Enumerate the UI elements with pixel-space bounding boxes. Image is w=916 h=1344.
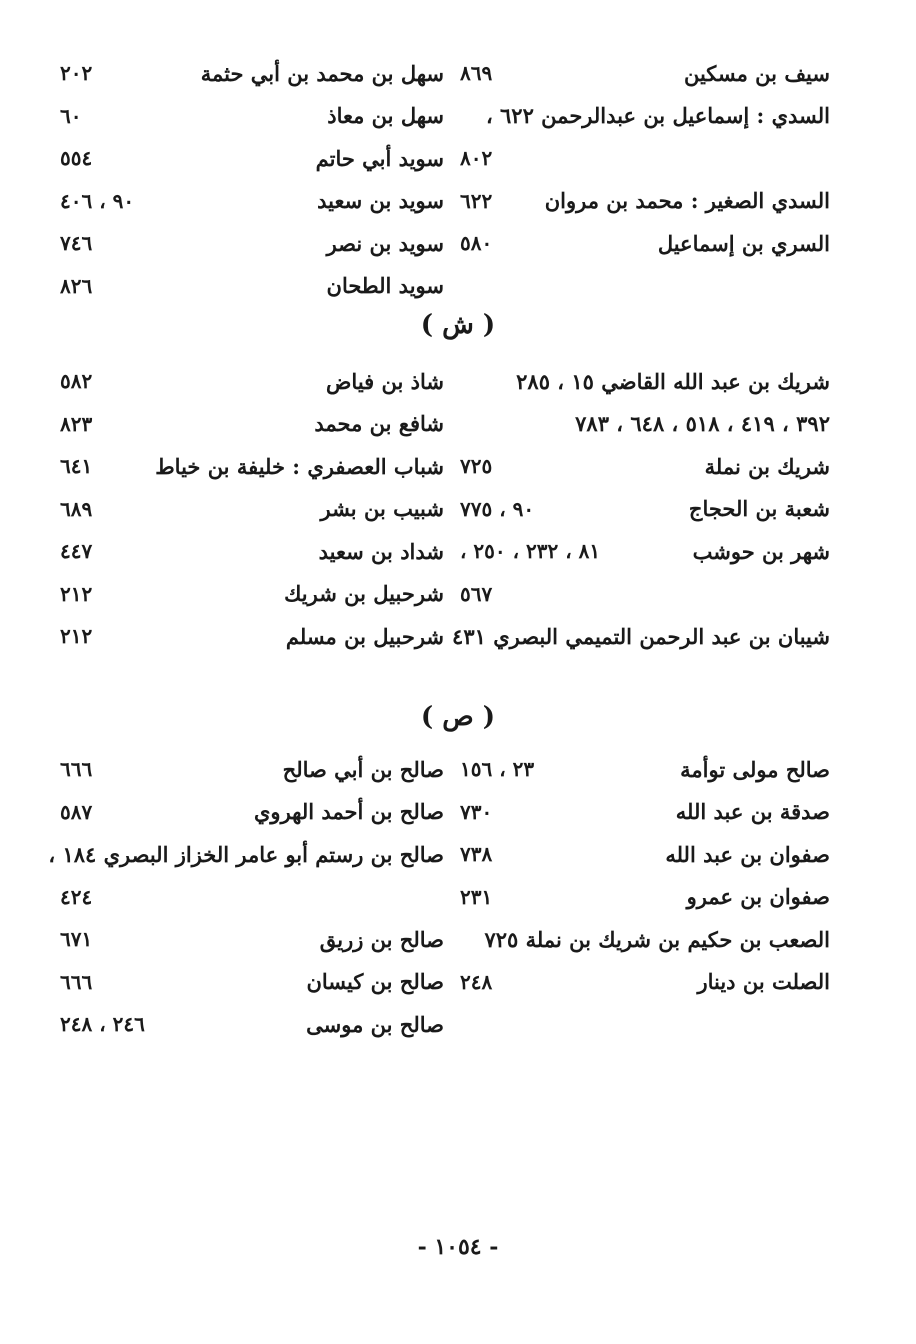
entry-pages: ٢١٢ (60, 624, 93, 649)
index-row (60, 1003, 860, 1046)
entry-pages: ٦٠ (60, 103, 82, 128)
entry-name: شهر بن حوشب (692, 538, 830, 564)
index-entry-left (460, 265, 860, 308)
index-entry-left (460, 137, 860, 180)
index-entry-left (460, 222, 860, 265)
index-row (60, 961, 860, 1004)
index-row (60, 918, 860, 961)
entry-pages: ٨٢٣ (60, 411, 93, 436)
entry-pages: ٩٠ ، ٤٠٦ (60, 188, 135, 213)
entry-name: سهل بن معاذ (327, 103, 444, 129)
index-entry-left (460, 403, 860, 446)
index-entry-left (460, 445, 860, 488)
index-entry-right (60, 530, 460, 573)
entry-name: السدي الصغير : محمد بن مروان (544, 188, 830, 214)
index-entry-right (60, 876, 460, 919)
index-entry-right (60, 488, 460, 531)
index-entry-right (60, 180, 460, 223)
index-entry-left (460, 180, 860, 223)
index-row (60, 265, 860, 308)
entry-pages: ٦٨٩ (60, 496, 93, 521)
entry-name: ٣٩٢ ، ٤١٩ ، ٥١٨ ، ٦٤٨ ، ٧٨٣ (575, 411, 830, 437)
entry-pages: ٨١ ، ٢٣٢ ، ٢٥٠ ، (460, 539, 601, 564)
index-entry-left (460, 1003, 860, 1046)
entry-name: شعبة بن الحجاج (688, 496, 830, 522)
letter-heading-sad: ( ص ) (420, 702, 496, 732)
entry-pages: ٢٠٢ (60, 61, 93, 86)
entry-name: سيف بن مسكين (683, 60, 830, 86)
index-entry-left (452, 615, 860, 658)
index-row (60, 615, 860, 658)
index-row (60, 137, 860, 180)
entry-name: السري بن إسماعيل (657, 230, 830, 256)
index-entry-right (60, 403, 460, 446)
entry-name: سويد بن سعيد (317, 188, 444, 214)
entry-name: صفوان بن عمرو (686, 884, 830, 910)
entry-pages: ٩٠ ، ٧٧٥ (460, 496, 535, 521)
entry-name: صالح بن زريق (319, 926, 444, 952)
entry-pages: ٦٦٦ (60, 757, 93, 782)
entry-name: صالح بن أحمد الهروي (253, 799, 444, 825)
index-entry-left (460, 791, 860, 834)
index-entry-right (60, 445, 460, 488)
entry-pages: ٧٣٠ (460, 799, 493, 824)
entry-name: شافع بن محمد (314, 411, 444, 437)
entry-name: شريك بن عبد الله القاضي ١٥ ، ٢٨٥ (516, 368, 830, 394)
index-entry-right (60, 222, 460, 265)
entry-name: شريك بن نملة (704, 453, 830, 479)
entry-name: السدي : إسماعيل بن عبدالرحمن ٦٢٢ ، (485, 103, 830, 129)
index-entry-left (460, 52, 860, 95)
index-entry-left (460, 833, 860, 876)
index-entry-left (460, 876, 860, 919)
entry-pages: ٢١٢ (60, 581, 93, 606)
index-row (60, 222, 860, 265)
index-row (60, 95, 860, 138)
index-row (48, 833, 860, 876)
index-row (60, 748, 860, 791)
index-row (60, 876, 860, 919)
index-entry-left (460, 573, 860, 616)
entry-pages: ٥٨٧ (60, 799, 93, 824)
index-entry-right (60, 265, 460, 308)
index-row (60, 573, 860, 616)
entry-pages: ٦٦٦ (60, 969, 93, 994)
index-entry-right (60, 52, 460, 95)
entry-pages: ٢٤٦ ، ٢٤٨ (60, 1012, 145, 1037)
index-entry-right (60, 137, 460, 180)
entry-name: سويد بن نصر (326, 230, 444, 256)
index-entry-left (460, 530, 860, 573)
entry-pages: ٤٢٤ (60, 884, 93, 909)
index-row (60, 445, 860, 488)
entry-pages: ٨٦٩ (460, 61, 493, 86)
entry-pages: ٢٣١ (460, 884, 493, 909)
index-entry-right (60, 1003, 460, 1046)
index-entry-left (460, 961, 860, 1004)
entry-name: الصعب بن حكيم بن شريك بن نملة ٧٢٥ (484, 926, 830, 952)
index-entry-right (48, 833, 460, 876)
entry-pages: ٥٨٠ (460, 231, 493, 256)
index-row (60, 530, 860, 573)
index-entry-right (60, 918, 460, 961)
entry-pages: ٥٦٧ (460, 581, 493, 606)
entry-name: شرحبيل بن مسلم (285, 623, 444, 649)
entry-pages: ٥٥٤ (60, 146, 93, 171)
entry-pages: ٨٠٢ (460, 146, 493, 171)
entry-name: سهل بن محمد بن أبي حثمة (200, 60, 444, 86)
entry-name: صفوان بن عبد الله (665, 841, 830, 867)
entry-name: صالح بن رستم أبو عامر الخزاز البصري ١٨٤ ، (48, 841, 444, 867)
entry-name: صالح مولى توأمة (680, 756, 830, 782)
entry-name: شبيب بن بشر (320, 496, 444, 522)
index-row (60, 52, 860, 95)
index-entry-left (460, 918, 860, 961)
entry-name: شداد بن سعيد (318, 538, 444, 564)
entry-name: شاذ بن فياض (326, 368, 444, 394)
entry-pages: ٧٤٦ (60, 231, 93, 256)
index-entry-left (460, 95, 860, 138)
entry-name: صالح بن أبي صالح (282, 756, 444, 782)
entry-pages: ٤٤٧ (60, 539, 93, 564)
entry-name: صدقة بن عبد الله (675, 799, 830, 825)
index-row (60, 488, 860, 531)
index-entry-right (60, 748, 460, 791)
letter-heading-shin: ( ش ) (420, 310, 496, 340)
index-section-shin (60, 360, 860, 658)
entry-pages: ٢٣ ، ١٥٦ (460, 757, 535, 782)
entry-pages: ٧٢٥ (460, 454, 493, 479)
page-number: - ١٠٥٤ - (417, 1234, 499, 1260)
entry-name: شيبان بن عبد الرحمن التميمي البصري ٤٣١ (452, 623, 830, 649)
index-entry-right (60, 573, 460, 616)
entry-pages: ٥٨٢ (60, 369, 93, 394)
entry-name: الصلت بن دينار (697, 969, 830, 995)
index-row (60, 180, 860, 223)
entry-pages: ٦٤١ (60, 454, 93, 479)
index-entry-left (460, 488, 860, 531)
entry-pages: ٢٤٨ (460, 969, 493, 994)
entry-pages: ٨٢٦ (60, 273, 93, 298)
index-entry-right (60, 961, 460, 1004)
entry-pages: ٧٣٨ (460, 842, 493, 867)
entry-name: شرحبيل بن شريك (284, 581, 444, 607)
index-row (60, 791, 860, 834)
index-entry-right (60, 360, 460, 403)
entry-pages: ٦٧١ (60, 927, 93, 952)
entry-name: سويد أبي حاتم (315, 145, 444, 171)
index-entry-right (60, 615, 460, 658)
index-section-sin (60, 52, 860, 307)
entry-pages: ٦٢٢ (460, 188, 493, 213)
index-entry-right (60, 95, 460, 138)
index-section-sad (48, 748, 860, 1046)
entry-name: صالح بن كيسان (306, 969, 444, 995)
entry-name: سويد الطحان (326, 273, 444, 299)
index-entry-right (60, 791, 460, 834)
entry-name: صالح بن موسى (306, 1011, 444, 1037)
index-entry-left (460, 360, 860, 403)
index-row (60, 360, 860, 403)
index-row (60, 403, 860, 446)
index-entry-left (460, 748, 860, 791)
entry-name: شباب العصفري : خليفة بن خياط (155, 453, 444, 479)
